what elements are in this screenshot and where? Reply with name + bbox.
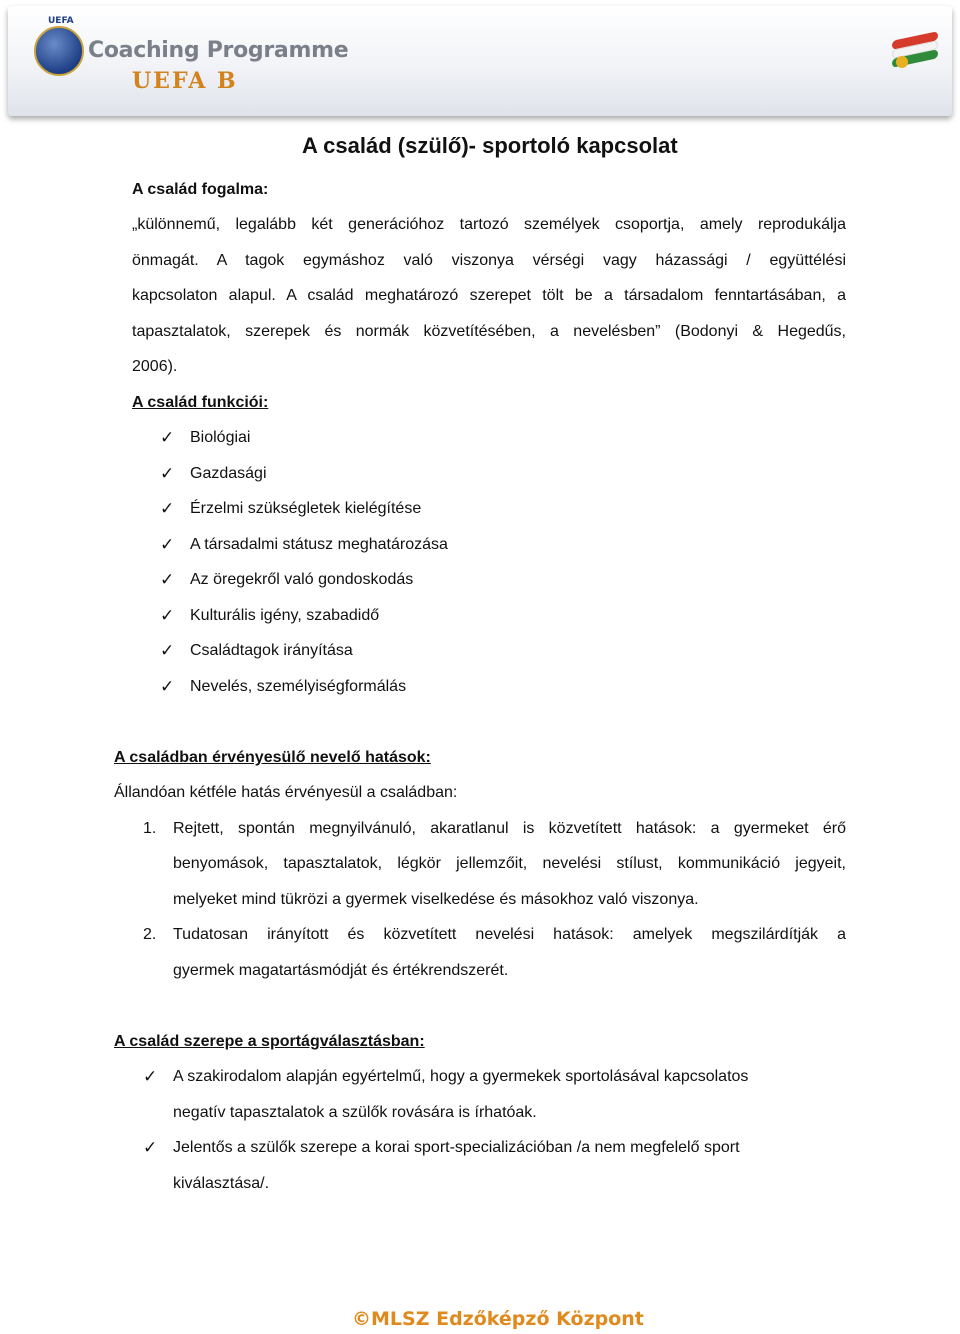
uefa-logo-icon bbox=[34, 26, 84, 76]
effect-number: 2. bbox=[143, 926, 157, 943]
effect-line: benyomások, tapasztalatok, légkör jellemzőit, nevelési stílust, kommunikáció jegyeit, bbox=[173, 855, 846, 872]
effects-intro: Állandóan kétféle hatás érvényesül a családban: bbox=[114, 784, 458, 801]
checkmark-icon: ✓ bbox=[143, 1138, 158, 1158]
banner-subtitle: UEFA B bbox=[132, 68, 238, 94]
checkmark-icon: ✓ bbox=[143, 1067, 158, 1087]
effect-line: gyermek magatartásmódját és értékrendszerét. bbox=[173, 962, 509, 979]
checkmark-icon: ✓ bbox=[160, 499, 175, 519]
page-title: A család (szülő)- sportoló kapcsolat bbox=[302, 133, 678, 158]
effect-line: Rejtett, spontán megnyilvánuló, akaratlanul is közvetített hatások: a gyermeket érő bbox=[173, 820, 846, 837]
checkmark-icon: ✓ bbox=[160, 535, 175, 555]
function-item: Kulturális igény, szabadidő bbox=[190, 607, 380, 624]
effects-heading: A családban érvényesülő nevelő hatások: bbox=[114, 749, 431, 766]
effect-number: 1. bbox=[143, 820, 157, 837]
sport-line: negatív tapasztalatok a szülők rovására is írhatóak. bbox=[173, 1104, 537, 1121]
functions-heading: A család funkciói: bbox=[132, 394, 269, 411]
definition-line: „különnemű, legalább két generációhoz tartozó személyek csoportja, amely reprodukálja bbox=[132, 216, 846, 233]
sport-line: Jelentős a szülők szerepe a korai sport-specializációban /a nem megfelelő sport bbox=[173, 1139, 740, 1156]
checkmark-icon: ✓ bbox=[160, 606, 175, 626]
checkmark-icon: ✓ bbox=[160, 428, 175, 448]
banner-title: Coaching Programme bbox=[88, 38, 349, 63]
function-item: Gazdasági bbox=[190, 465, 267, 482]
function-item: Nevelés, személyiségformálás bbox=[190, 678, 407, 695]
checkmark-icon: ✓ bbox=[160, 641, 175, 661]
definition-line: kapcsolaton alapul. A család meghatározó szerepet tölt be a társadalom fenntartásában, a bbox=[132, 287, 846, 304]
checkmark-icon: ✓ bbox=[160, 464, 175, 484]
function-item: A társadalmi státusz meghatározása bbox=[190, 536, 448, 553]
footer: ©MLSZ Edzőképző Központ bbox=[352, 1308, 644, 1330]
checkmark-icon: ✓ bbox=[160, 570, 175, 590]
sport-heading: A család szerepe a sportágválasztásban: bbox=[114, 1033, 425, 1050]
function-item: Érzelmi szükségletek kielégítése bbox=[190, 500, 422, 517]
definition-line: önmagát. A tagok egymáshoz való viszonya vérségi vagy házassági / együttélési bbox=[132, 252, 846, 269]
function-item: Az öregekről való gondoskodás bbox=[190, 571, 414, 588]
effect-line: Tudatosan irányított és közvetített nevelési hatások: amelyek megszilárdítják a bbox=[173, 926, 846, 943]
header-banner bbox=[8, 6, 952, 116]
hungarian-flag-icon bbox=[892, 30, 938, 70]
sport-line: A szakirodalom alapján egyértelmű, hogy a gyermekek sportolásával kapcsolatos bbox=[173, 1068, 749, 1085]
definition-line: 2006). bbox=[132, 358, 178, 375]
sport-line: kiválasztása/. bbox=[173, 1175, 270, 1192]
checkmark-icon: ✓ bbox=[160, 677, 175, 697]
function-item: Biológiai bbox=[190, 429, 251, 446]
banner-badge-text: UEFA bbox=[48, 16, 74, 26]
definition-heading: A család fogalma: bbox=[132, 181, 269, 198]
definition-line: tapasztalatok, szerepek és normák közvetítésében, a nevelésben” (Bodonyi & Hegedűs, bbox=[132, 323, 846, 340]
function-item: Családtagok irányítása bbox=[190, 642, 353, 659]
effect-line: melyeket mind tükrözi a gyermek viselkedése és másokhoz való viszonya. bbox=[173, 891, 699, 908]
